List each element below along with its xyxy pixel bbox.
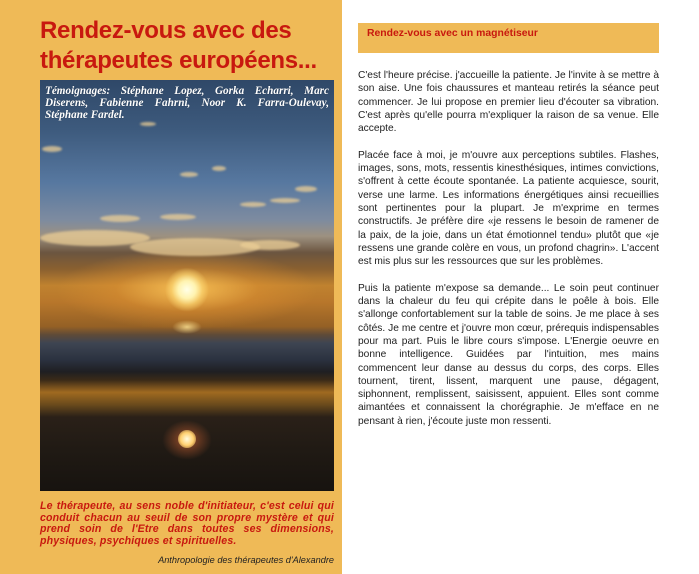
photo-cloud — [42, 146, 62, 152]
photo-cloud — [100, 215, 140, 222]
photo-cloud — [295, 186, 317, 192]
photo-cloud — [240, 202, 266, 207]
photo-cloud — [240, 240, 300, 250]
sunset-photo — [40, 80, 334, 491]
photo-cloud — [130, 238, 260, 256]
article-paragraph: C'est l'heure précise. j'accueille la patiente. Je l'invite à se mettre à son aise. Une fois chaussures et manteau retirés la séance peut commencer. Je lui propose en premier lieu d'écouter sa vibration. C'est après qu'elle pourra m'expliquer la raison de sa venue. Elle accepte. — [358, 70, 659, 135]
section-title: Rendez-vous avec un magnétiseur — [367, 28, 538, 39]
quote-attribution: Anthropologie des thérapeutes d'Alexandre — [158, 555, 334, 565]
sun-reflection — [178, 430, 196, 448]
article-paragraph: Placée face à moi, je m'ouvre aux perceptions subtiles. Flashes, images, sons, mots, ressentis kinesthésiques, intimes convictions, s'offrent à cette écoute spontanée. La patiente acquiesce, sourit, verse une larme. Les informations énergétiques ainsi recueillies sont pertinentes pour la plupart. Je m'exprime en termes constructifs. Je préfère dire «je ressens le besoin de ramener de la paix, de la joie, dans un état émotionnel tendu» plutôt que «je ressens une grande colère en vous, un profond chagrin». L'accent est mis plus sur les ressources que sur les problèmes. — [358, 149, 659, 268]
photo-cloud — [270, 198, 300, 203]
photo-cloud — [212, 166, 226, 171]
article-paragraph: Puis la patiente m'expose sa demande... Le soin peut continuer dans la chaleur du feu qui crépite dans le poêle à bois. Elle s'allonge confortablement sur la table de soins. Je me place à ses côtés. Je me centre et j'ouvre mon cœur, prérequis indispensables pour ma part. Puis le libre cours s'impose. L'Energie oeuvre en bonne intelligence. Guidées par l'intuition, mes mains commencent leur danse au dessus du corps, des corps. Elles tournent, tirent, lissent, marquent une pause, dégagent, siphonnent, remplissent, saisissent, appuient. Elles sont comme aimantées et connaissent la chorégraphie. Je m'efface en ne pensant à rien, j'écoute juste mon ressenti. — [358, 282, 659, 427]
photo-cloud — [160, 214, 196, 220]
main-title: Rendez-vous avec des thérapeutes européens... — [40, 17, 317, 74]
photo-cloud — [140, 122, 156, 126]
article-body — [358, 69, 659, 441]
photo-cloud — [180, 172, 198, 177]
sun-glint — [172, 320, 202, 334]
section-header — [358, 23, 659, 53]
testimonials-credits: Témoignages: Stéphane Lopez, Gorka Echarri, Marc Diserens, Fabienne Fahrni, Noor K. Farra-Oulevay, Stéphane Fardel. — [45, 85, 329, 121]
quote-text: Le thérapeute, au sens noble d'initiateur, c'est celui qui conduit chacun au seuil de son propre mystère et qui prend soin de l'Etre dans toutes ses dimensions, physiques, psychiques et spirituelles. — [40, 500, 334, 547]
left-panel — [0, 0, 342, 574]
